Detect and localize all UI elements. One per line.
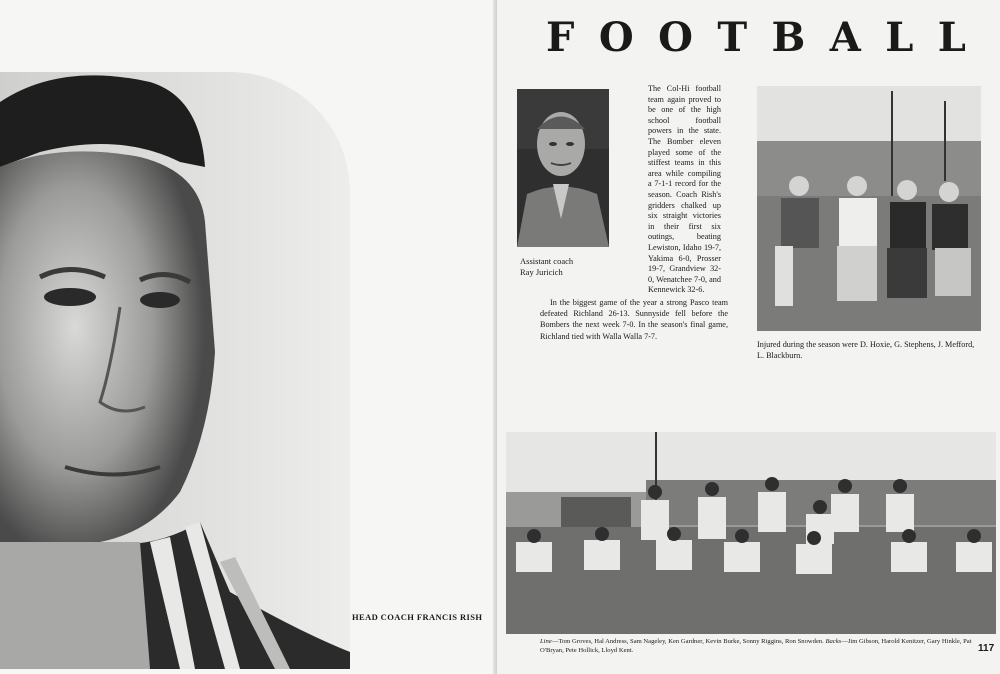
- title-letter: B: [771, 14, 806, 61]
- assistant-coach-caption: [520, 256, 573, 278]
- page-title: [546, 14, 966, 61]
- title-letter: A: [829, 14, 861, 61]
- injured-caption: Injured during the season were D. Hoxie, G. Stephens, J. Mefford, L. Blackburn.: [757, 340, 975, 360]
- team-photo: [506, 432, 996, 634]
- story-column: The Col-Hi football team again proved to be one of the high school football powers in the state. The Bomber eleven played some of the stiffest teams in this area while compiling a 7-1-1 record for the season. Coach Rish's gridders chalked up six straight victories in their first six outings, beating Lewiston, Idaho 19-7, Yakima 6-0, Prosser 19-7, Grandview 32-0, Wenatchee 7-0, and Kennewick 32-6.: [648, 84, 721, 295]
- title-letter: O: [658, 14, 693, 61]
- title-letter: L: [885, 14, 914, 61]
- story-paragraph-2: In the biggest game of the year a strong Pasco team defeated Richland 26-13. Sunnyside fell before the Bombers the next week 7-0. In the season's final game, Richland tied with Walla Walla 7-7.: [540, 298, 728, 341]
- injured-players-photo: [757, 86, 981, 331]
- line-names: —Tom Groves, Hal Andress, Sam Nageley, Ken Gardner, Kevin Burke, Sonny Riggins, Ron Snowden.: [551, 638, 824, 645]
- line-label: Line: [540, 638, 552, 645]
- title-letter: T: [717, 14, 748, 61]
- team-caption: [540, 637, 980, 655]
- title-letter: F: [546, 14, 575, 61]
- head-coach-photo: [0, 72, 350, 669]
- backs-names: —Jim Gibson, Harold Kenitzer, Gary Hinkle, Pat O'Bryan, Pete Hollick, Lloyd Kent.: [540, 638, 972, 654]
- left-page: [0, 0, 497, 674]
- backs-label: Backs: [825, 638, 842, 645]
- title-letter: L: [937, 14, 966, 61]
- page-number: 117: [978, 643, 995, 654]
- title-letter: O: [598, 14, 634, 61]
- assistant-caption-line1: Assistant coach: [520, 256, 574, 266]
- head-coach-caption: HEAD COACH FRANCIS RISH: [352, 612, 483, 622]
- assistant-coach-photo: [517, 89, 609, 247]
- assistant-caption-line2: Ray Juricich: [520, 267, 563, 277]
